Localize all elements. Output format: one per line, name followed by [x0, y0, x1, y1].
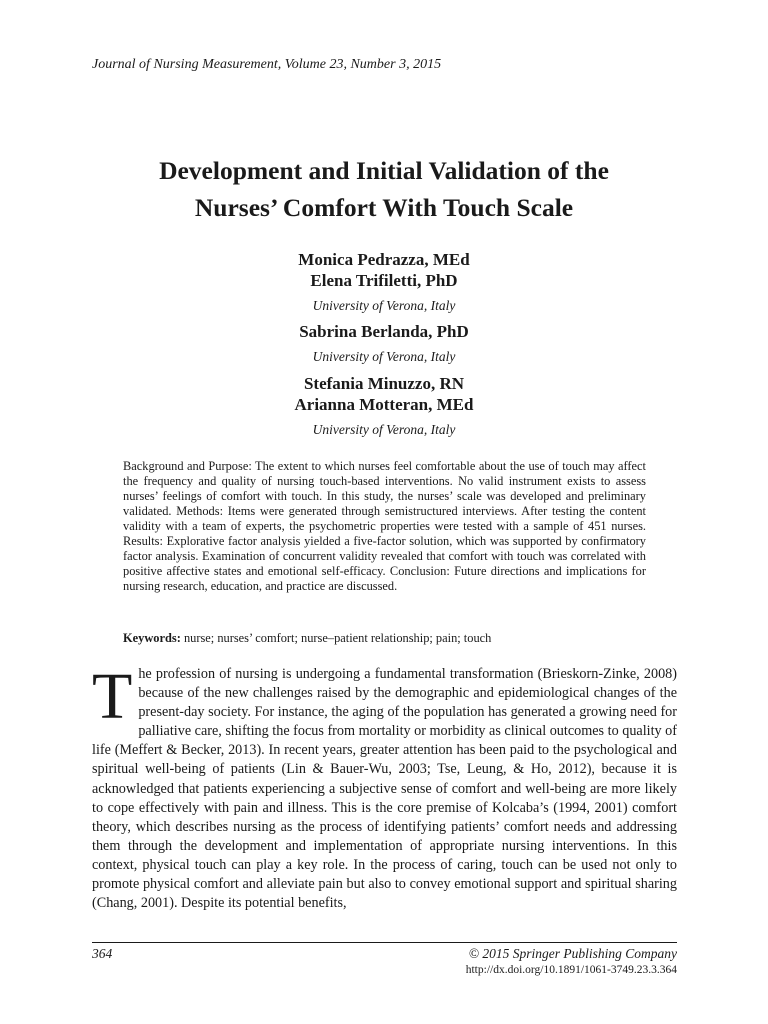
keywords-label: Keywords:: [123, 631, 181, 645]
author-name: Elena Trifiletti, PhD: [310, 271, 458, 290]
title-line-1: Development and Initial Validation of the: [159, 156, 609, 185]
journal-header: Journal of Nursing Measurement, Volume 23, Number 3, 2015: [92, 57, 442, 72]
body-text: he profession of nursing is undergoing a fundamental transformation (Brieskorn-Zinke, 2008) because of the new challenges raised by the demographic and epidemiological changes of the present-day society. For instance, the aging of the population has generated a growing need for palliative care, shifting the focus from mortality or morbidity as clinical outcomes to quality of life (Meffert & Becker, 2013). In recent years, greater attention has been paid to the psychological and spiritual well-being of patients (Lin & Bauer-Wu, 2003; Tse, Leung, & Ho, 2012), because it is acknowledged that patients experiencing a subjective sense of comfort and well-being are more likely to cope effectively with pain and illness. This is the core premise of Kolcaba’s (1994, 2001) comfort theory, which describes nursing as the process of identifying patients’ comfort needs and addressing them through the development and implementation of appropriate nursing interventions. In this context, physical touch can play a key role. In the process of caring, touch can be used not only to promote physical comfort and alleviate pain but also to convey emotional support and spiritual sharing (Chang, 2001). Despite its potential benefits,: [92, 666, 677, 912]
keywords-text: nurse; nurses’ comfort; nurse–patient relationship; pain; touch: [183, 631, 492, 645]
author-group-2: [134, 321, 634, 366]
publisher-copyright: © 2015 Springer Publishing Company: [468, 946, 677, 961]
author-group-1: [134, 249, 634, 315]
author-group-3: [134, 373, 634, 439]
footer-divider: [92, 942, 677, 943]
author-name: Arianna Motteran, MEd: [294, 395, 474, 414]
title-line-2: Nurses’ Comfort With Touch Scale: [194, 193, 574, 222]
author-affiliation: University of Verona, Italy: [312, 349, 456, 364]
article-title: [60, 152, 708, 226]
author-name: Stefania Minuzzo, RN: [303, 374, 465, 393]
author-name: Sabrina Berlanda, PhD: [299, 322, 469, 341]
author-affiliation: University of Verona, Italy: [312, 298, 456, 313]
drop-cap: T: [92, 660, 133, 733]
doi-link[interactable]: http://dx.doi.org/10.1891/1061-3749.23.3.364: [465, 964, 677, 976]
keywords: [123, 631, 663, 646]
author-affiliation: University of Verona, Italy: [312, 422, 456, 437]
body-paragraph: [92, 660, 677, 913]
author-name: Monica Pedrazza, MEd: [298, 250, 470, 269]
abstract: Background and Purpose: The extent to which nurses feel comfortable about the use of touch may affect the frequency and quality of nursing touch-based interventions. No valid instrument exists to assess nurses’ feelings of comfort with touch. In this study, the nurses’ scale was developed and preliminary validated. Methods: Items were generated through semistructured interviews. After testing the content validity with a team of experts, the psychometric properties were tested with a sample of 451 nurses. Results: Explorative factor analysis yielded a five-factor solution, which was supported by confirmatory factor analysis. Examination of concurrent validity revealed that comfort with touch was correlated with positive affective states and emotional self-efficacy. Conclusion: Future directions and implications for nursing research, education, and practice are discussed.: [123, 459, 646, 593]
page-number: 364: [92, 946, 113, 961]
